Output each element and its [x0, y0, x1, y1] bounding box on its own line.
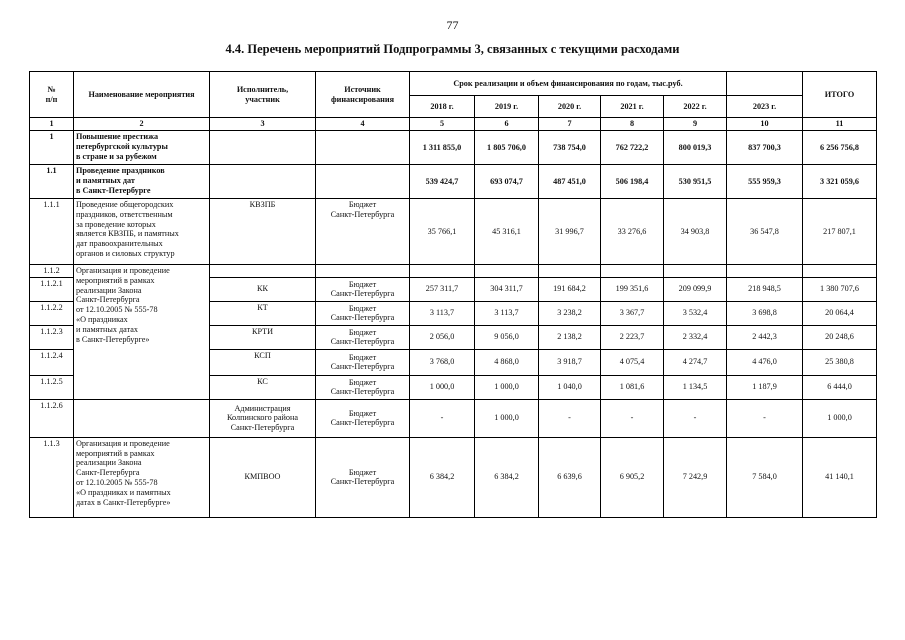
source	[316, 165, 410, 199]
executor	[210, 165, 316, 199]
value-2023: 218 948,5	[727, 277, 803, 301]
header-name: Наименование мероприятия	[74, 72, 210, 118]
source: Бюджет Санкт-Петербурга	[316, 437, 410, 517]
column-number: 3	[210, 118, 316, 131]
value-2022: -	[664, 399, 727, 437]
executor	[210, 265, 316, 278]
value-2021: 762 722,2	[601, 131, 664, 165]
header-total: ИТОГО	[803, 72, 877, 118]
value-2019: 693 074,7	[475, 165, 539, 199]
executor: КРТИ	[210, 325, 316, 349]
value-2019: 3 113,7	[475, 301, 539, 325]
value-2023: 2 442,3	[727, 325, 803, 349]
measure-name: Проведение общегородских праздников, ответственным за проведение которых является КВЗПБ, и памятных дат правоохранительных органов и силовых структур	[74, 199, 210, 265]
value-2022: 530 951,5	[664, 165, 727, 199]
value-2019: 6 384,2	[475, 437, 539, 517]
value-2020: 3 918,7	[539, 349, 601, 375]
value-2020: 738 754,0	[539, 131, 601, 165]
column-number: 11	[803, 118, 877, 131]
header-year: 2020 г.	[539, 96, 601, 118]
table-row	[30, 265, 877, 278]
executor: КМПВОО	[210, 437, 316, 517]
measure-name: Организация и проведение мероприятий в рамках реализации Закона Санкт-Петербурга от 12.10.2005 № 555-78 «О праздниках и памятных датах в Санкт-Петербурге»	[74, 437, 210, 517]
value-2022: 800 019,3	[664, 131, 727, 165]
measure-name	[74, 399, 210, 437]
value-2019: 1 805 706,0	[475, 131, 539, 165]
column-number: 9	[664, 118, 727, 131]
source	[316, 265, 410, 278]
source: Бюджет Санкт-Петербурга	[316, 325, 410, 349]
value-2023: -	[727, 399, 803, 437]
value-2021: 2 223,7	[601, 325, 664, 349]
value-2023: 1 187,9	[727, 375, 803, 399]
row-number: 1.1.2.6	[30, 399, 74, 437]
value-total: 1 380 707,6	[803, 277, 877, 301]
column-number: 1	[30, 118, 74, 131]
header-source: Источник финансирования	[316, 72, 410, 118]
value-2019: 1 000,0	[475, 375, 539, 399]
measure-name: Проведение праздников и памятных дат в Санкт-Петербурге	[74, 165, 210, 199]
measure-name: Повышение престижа петербургской культуры в стране и за рубежом	[74, 131, 210, 165]
executor: КС	[210, 375, 316, 399]
value-2021: 6 905,2	[601, 437, 664, 517]
column-number: 5	[410, 118, 475, 131]
value-2018: 1 311 855,0	[410, 131, 475, 165]
value-2022: 2 332,4	[664, 325, 727, 349]
value-total: 6 256 756,8	[803, 131, 877, 165]
source	[316, 131, 410, 165]
value-2021: 506 198,4	[601, 165, 664, 199]
value-2022: 3 532,4	[664, 301, 727, 325]
executor: КВЗПБ	[210, 199, 316, 265]
measure-name: Организация и проведение мероприятий в рамках реализации Закона Санкт-Петербурга от 12.10.2005 № 555-78 «О праздниках и памятных датах в Санкт-Петербурге»	[74, 265, 210, 400]
executor: КСП	[210, 349, 316, 375]
header-year: 2018 г.	[410, 96, 475, 118]
source: Бюджет Санкт-Петербурга	[316, 375, 410, 399]
column-number: 4	[316, 118, 410, 131]
row-number: 1.1.2.5	[30, 375, 74, 399]
source: Бюджет Санкт-Петербурга	[316, 399, 410, 437]
executor: КТ	[210, 301, 316, 325]
value-2022: 4 274,7	[664, 349, 727, 375]
value-2019: 9 056,0	[475, 325, 539, 349]
source: Бюджет Санкт-Петербурга	[316, 199, 410, 265]
header-empty	[727, 72, 803, 96]
value-2021: -	[601, 399, 664, 437]
value-2018: 6 384,2	[410, 437, 475, 517]
executor: Администрация Колпинского района Санкт-Петербурга	[210, 399, 316, 437]
source: Бюджет Санкт-Петербурга	[316, 301, 410, 325]
measures-table	[29, 71, 877, 518]
value-total: 25 380,8	[803, 349, 877, 375]
value-2020: 6 639,6	[539, 437, 601, 517]
row-number: 1.1.2.3	[30, 325, 74, 349]
value-total: 6 444,0	[803, 375, 877, 399]
column-number: 7	[539, 118, 601, 131]
source: Бюджет Санкт-Петербурга	[316, 349, 410, 375]
value-2020: -	[539, 399, 601, 437]
header-year: 2022 г.	[664, 96, 727, 118]
value-2018: 3 768,0	[410, 349, 475, 375]
header-year: 2021 г.	[601, 96, 664, 118]
value-2022: 34 903,8	[664, 199, 727, 265]
value-2018	[410, 265, 475, 278]
row-number: 1.1.3	[30, 437, 74, 517]
value-2018: 35 766,1	[410, 199, 475, 265]
value-2019: 45 316,1	[475, 199, 539, 265]
header-year: 2019 г.	[475, 96, 539, 118]
row-number: 1.1.2	[30, 265, 74, 278]
page-number: 77	[446, 18, 459, 32]
value-2021	[601, 265, 664, 278]
value-2021: 4 075,4	[601, 349, 664, 375]
row-number: 1	[30, 131, 74, 165]
value-2021: 1 081,6	[601, 375, 664, 399]
table-row	[30, 399, 877, 437]
table-row	[30, 131, 877, 165]
value-total: 20 064,4	[803, 301, 877, 325]
column-numbers-row	[30, 118, 877, 131]
header-year: 2023 г.	[727, 96, 803, 118]
column-number: 10	[727, 118, 803, 131]
value-total: 41 140,1	[803, 437, 877, 517]
value-2023: 36 547,8	[727, 199, 803, 265]
value-2020: 3 238,2	[539, 301, 601, 325]
value-2022: 209 099,9	[664, 277, 727, 301]
value-2019: 4 868,0	[475, 349, 539, 375]
value-total: 1 000,0	[803, 399, 877, 437]
value-2020: 191 684,2	[539, 277, 601, 301]
value-2023: 3 698,8	[727, 301, 803, 325]
row-number: 1.1.2.4	[30, 349, 74, 375]
value-2023: 555 959,3	[727, 165, 803, 199]
column-number: 2	[74, 118, 210, 131]
document-title: 4.4. Перечень мероприятий Подпрограммы 3, связанных с текущими расходами	[225, 42, 680, 56]
header-period: Срок реализации и объем финансирования по годам, тыс.руб.	[410, 72, 727, 96]
value-2018: 2 056,0	[410, 325, 475, 349]
table-row	[30, 199, 877, 265]
row-number: 1.1	[30, 165, 74, 199]
value-2018: 257 311,7	[410, 277, 475, 301]
value-2021: 199 351,6	[601, 277, 664, 301]
value-2023	[727, 265, 803, 278]
row-number: 1.1.2.2	[30, 301, 74, 325]
source: Бюджет Санкт-Петербурга	[316, 277, 410, 301]
value-total: 3 321 059,6	[803, 165, 877, 199]
value-2020: 1 040,0	[539, 375, 601, 399]
table-row	[30, 437, 877, 517]
value-2018: -	[410, 399, 475, 437]
value-2023: 837 700,3	[727, 131, 803, 165]
executor	[210, 131, 316, 165]
value-total	[803, 265, 877, 278]
header-num: № п/п	[30, 72, 74, 118]
header-executor: Исполнитель, участник	[210, 72, 316, 118]
value-2023: 4 476,0	[727, 349, 803, 375]
value-2020	[539, 265, 601, 278]
value-2019	[475, 265, 539, 278]
value-2018: 539 424,7	[410, 165, 475, 199]
table-row	[30, 165, 877, 199]
value-2022: 7 242,9	[664, 437, 727, 517]
value-total: 217 807,1	[803, 199, 877, 265]
value-2022	[664, 265, 727, 278]
value-total: 20 248,6	[803, 325, 877, 349]
value-2018: 1 000,0	[410, 375, 475, 399]
row-number: 1.1.1	[30, 199, 74, 265]
value-2023: 7 584,0	[727, 437, 803, 517]
value-2018: 3 113,7	[410, 301, 475, 325]
value-2019: 1 000,0	[475, 399, 539, 437]
value-2020: 487 451,0	[539, 165, 601, 199]
value-2020: 2 138,2	[539, 325, 601, 349]
value-2021: 33 276,6	[601, 199, 664, 265]
column-number: 8	[601, 118, 664, 131]
value-2019: 304 311,7	[475, 277, 539, 301]
value-2022: 1 134,5	[664, 375, 727, 399]
value-2021: 3 367,7	[601, 301, 664, 325]
executor: КК	[210, 277, 316, 301]
value-2020: 31 996,7	[539, 199, 601, 265]
row-number: 1.1.2.1	[30, 277, 74, 301]
column-number: 6	[475, 118, 539, 131]
